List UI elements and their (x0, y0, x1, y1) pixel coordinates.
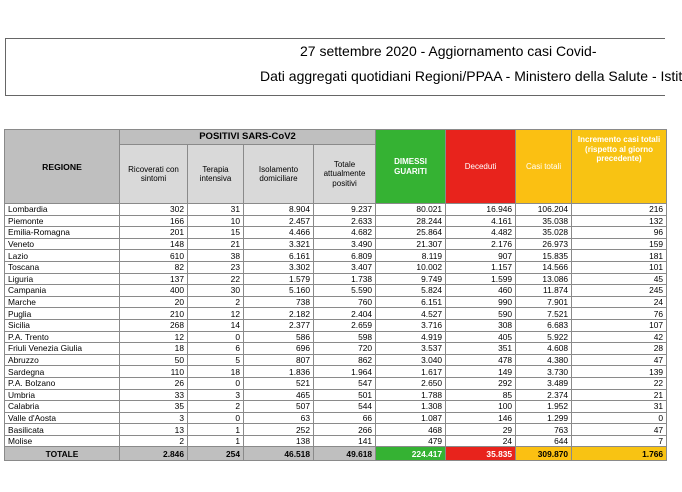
value-cell: 3.730 (516, 366, 572, 378)
value-cell: 1.599 (446, 273, 516, 285)
value-cell: 47 (572, 424, 667, 436)
value-cell: 42 (572, 331, 667, 343)
column-header-dimessi: DIMESSI GUARITI (376, 130, 446, 204)
region-name-cell: Lombardia (5, 204, 120, 216)
table-row (5, 227, 667, 239)
value-cell: 990 (446, 296, 516, 308)
value-cell: 3.489 (516, 377, 572, 389)
value-cell: 590 (446, 308, 516, 320)
column-header-terapia: Terapia intensiva (188, 145, 244, 204)
value-cell: 1 (188, 435, 244, 447)
value-cell: 24 (446, 435, 516, 447)
value-cell: 2 (188, 401, 244, 413)
value-cell: 110 (120, 366, 188, 378)
value-cell: 302 (120, 204, 188, 216)
total-label-cell: TOTALE (5, 447, 120, 461)
value-cell: 544 (314, 401, 376, 413)
value-cell: 3.040 (376, 354, 446, 366)
value-cell: 31 (188, 204, 244, 216)
value-cell: 13.086 (516, 273, 572, 285)
value-cell: 400 (120, 285, 188, 297)
value-cell: 6 (188, 343, 244, 355)
value-cell: 8.119 (376, 250, 446, 262)
value-cell: 2.659 (314, 319, 376, 331)
value-cell: 4.682 (314, 227, 376, 239)
value-cell: 507 (244, 401, 314, 413)
value-cell: 76 (572, 308, 667, 320)
value-cell: 760 (314, 296, 376, 308)
table-row (5, 435, 667, 447)
value-cell: 7.521 (516, 308, 572, 320)
total-value-cell: 224.417 (376, 447, 446, 461)
table-row (5, 296, 667, 308)
value-cell: 4.161 (446, 215, 516, 227)
value-cell: 4.608 (516, 343, 572, 355)
value-cell: 0 (188, 377, 244, 389)
value-cell: 63 (244, 412, 314, 424)
value-cell: 0 (188, 412, 244, 424)
table-row (5, 250, 667, 262)
value-cell: 521 (244, 377, 314, 389)
value-cell: 2.404 (314, 308, 376, 320)
value-cell: 159 (572, 238, 667, 250)
table-row (5, 215, 667, 227)
covid-cases-table (4, 129, 667, 461)
region-name-cell: Sardegna (5, 366, 120, 378)
value-cell: 3.407 (314, 261, 376, 273)
total-value-cell: 254 (188, 447, 244, 461)
value-cell: 807 (244, 354, 314, 366)
value-cell: 1.299 (516, 412, 572, 424)
value-cell: 1 (188, 424, 244, 436)
value-cell: 266 (314, 424, 376, 436)
value-cell: 5.922 (516, 331, 572, 343)
value-cell: 3 (120, 412, 188, 424)
value-cell: 149 (446, 366, 516, 378)
column-header-isolamento: Isolamento domiciliare (244, 145, 314, 204)
value-cell: 138 (244, 435, 314, 447)
value-cell: 181 (572, 250, 667, 262)
value-cell: 101 (572, 261, 667, 273)
value-cell: 18 (120, 343, 188, 355)
value-cell: 96 (572, 227, 667, 239)
value-cell: 45 (572, 273, 667, 285)
value-cell: 1.836 (244, 366, 314, 378)
value-cell: 12 (188, 308, 244, 320)
value-cell: 468 (376, 424, 446, 436)
value-cell: 547 (314, 377, 376, 389)
region-name-cell: P.A. Trento (5, 331, 120, 343)
table-row (5, 204, 667, 216)
value-cell: 80.021 (376, 204, 446, 216)
value-cell: 2.650 (376, 377, 446, 389)
value-cell: 10 (188, 215, 244, 227)
value-cell: 5.590 (314, 285, 376, 297)
table-row (5, 354, 667, 366)
column-header-deceduti: Deceduti (446, 130, 516, 204)
region-name-cell: Friuli Venezia Giulia (5, 343, 120, 355)
value-cell: 1.788 (376, 389, 446, 401)
value-cell: 9.749 (376, 273, 446, 285)
region-name-cell: Molise (5, 435, 120, 447)
value-cell: 3.716 (376, 319, 446, 331)
table-header-row-1 (5, 130, 667, 145)
value-cell: 21.307 (376, 238, 446, 250)
value-cell: 4.919 (376, 331, 446, 343)
value-cell: 30 (188, 285, 244, 297)
region-name-cell: P.A. Bolzano (5, 377, 120, 389)
value-cell: 0 (188, 331, 244, 343)
value-cell: 2 (188, 296, 244, 308)
value-cell: 245 (572, 285, 667, 297)
value-cell: 586 (244, 331, 314, 343)
value-cell: 292 (446, 377, 516, 389)
table-row (5, 308, 667, 320)
value-cell: 3.321 (244, 238, 314, 250)
value-cell: 28 (572, 343, 667, 355)
value-cell: 15.835 (516, 250, 572, 262)
region-name-cell: Sicilia (5, 319, 120, 331)
value-cell: 644 (516, 435, 572, 447)
value-cell: 106.204 (516, 204, 572, 216)
value-cell: 7 (572, 435, 667, 447)
table-row (5, 285, 667, 297)
region-name-cell: Piemonte (5, 215, 120, 227)
total-value-cell: 46.518 (244, 447, 314, 461)
region-name-cell: Emilia-Romagna (5, 227, 120, 239)
value-cell: 1.579 (244, 273, 314, 285)
report-title: 27 settembre 2020 - Aggiornamento casi Covid- (300, 43, 597, 59)
value-cell: 21 (188, 238, 244, 250)
value-cell: 5 (188, 354, 244, 366)
value-cell: 47 (572, 354, 667, 366)
value-cell: 460 (446, 285, 516, 297)
value-cell: 23 (188, 261, 244, 273)
value-cell: 3.302 (244, 261, 314, 273)
value-cell: 598 (314, 331, 376, 343)
table-row (5, 273, 667, 285)
table-row (5, 331, 667, 343)
value-cell: 405 (446, 331, 516, 343)
value-cell: 85 (446, 389, 516, 401)
value-cell: 141 (314, 435, 376, 447)
value-cell: 12 (120, 331, 188, 343)
value-cell: 201 (120, 227, 188, 239)
region-name-cell: Valle d'Aosta (5, 412, 120, 424)
value-cell: 2.374 (516, 389, 572, 401)
total-value-cell: 2.846 (120, 447, 188, 461)
value-cell: 28.244 (376, 215, 446, 227)
column-header-ricoverati: Ricoverati con sintomi (120, 145, 188, 204)
value-cell: 1.157 (446, 261, 516, 273)
value-cell: 501 (314, 389, 376, 401)
value-cell: 15 (188, 227, 244, 239)
value-cell: 1.964 (314, 366, 376, 378)
value-cell: 14 (188, 319, 244, 331)
value-cell: 5.160 (244, 285, 314, 297)
column-header-casi-totali: Casi totali (516, 130, 572, 204)
table-row (5, 366, 667, 378)
region-name-cell: Marche (5, 296, 120, 308)
column-header-totale-positivi: Totale attualmente positivi (314, 145, 376, 204)
value-cell: 2.182 (244, 308, 314, 320)
value-cell: 6.809 (314, 250, 376, 262)
value-cell: 2.377 (244, 319, 314, 331)
value-cell: 25.864 (376, 227, 446, 239)
table-row (5, 412, 667, 424)
value-cell: 139 (572, 366, 667, 378)
value-cell: 38 (188, 250, 244, 262)
value-cell: 3.537 (376, 343, 446, 355)
value-cell: 8.904 (244, 204, 314, 216)
value-cell: 478 (446, 354, 516, 366)
value-cell: 2.633 (314, 215, 376, 227)
total-row (5, 447, 667, 461)
value-cell: 10.002 (376, 261, 446, 273)
value-cell: 862 (314, 354, 376, 366)
value-cell: 6.151 (376, 296, 446, 308)
value-cell: 11.874 (516, 285, 572, 297)
value-cell: 5.824 (376, 285, 446, 297)
value-cell: 465 (244, 389, 314, 401)
region-name-cell: Basilicata (5, 424, 120, 436)
region-name-cell: Liguria (5, 273, 120, 285)
value-cell: 907 (446, 250, 516, 262)
column-group-positivi: POSITIVI SARS-CoV2 (120, 130, 376, 145)
column-header-region: REGIONE (5, 130, 120, 204)
value-cell: 148 (120, 238, 188, 250)
table-row (5, 261, 667, 273)
value-cell: 35.028 (516, 227, 572, 239)
value-cell: 3.490 (314, 238, 376, 250)
table-row (5, 319, 667, 331)
region-name-cell: Campania (5, 285, 120, 297)
table-row (5, 343, 667, 355)
value-cell: 763 (516, 424, 572, 436)
region-name-cell: Calabria (5, 401, 120, 413)
value-cell: 82 (120, 261, 188, 273)
value-cell: 35 (120, 401, 188, 413)
total-value-cell: 309.870 (516, 447, 572, 461)
region-name-cell: Abruzzo (5, 354, 120, 366)
value-cell: 4.482 (446, 227, 516, 239)
value-cell: 21 (572, 389, 667, 401)
value-cell: 16.946 (446, 204, 516, 216)
total-value-cell: 1.766 (572, 447, 667, 461)
total-value-cell: 35.835 (446, 447, 516, 461)
value-cell: 18 (188, 366, 244, 378)
value-cell: 7.901 (516, 296, 572, 308)
value-cell: 351 (446, 343, 516, 355)
table-row (5, 377, 667, 389)
value-cell: 1.308 (376, 401, 446, 413)
value-cell: 252 (244, 424, 314, 436)
value-cell: 35.038 (516, 215, 572, 227)
value-cell: 610 (120, 250, 188, 262)
value-cell: 216 (572, 204, 667, 216)
value-cell: 1.617 (376, 366, 446, 378)
value-cell: 268 (120, 319, 188, 331)
value-cell: 210 (120, 308, 188, 320)
value-cell: 308 (446, 319, 516, 331)
region-name-cell: Puglia (5, 308, 120, 320)
value-cell: 6.161 (244, 250, 314, 262)
value-cell: 107 (572, 319, 667, 331)
value-cell: 146 (446, 412, 516, 424)
value-cell: 26.973 (516, 238, 572, 250)
value-cell: 1.738 (314, 273, 376, 285)
value-cell: 137 (120, 273, 188, 285)
value-cell: 1.952 (516, 401, 572, 413)
value-cell: 9.237 (314, 204, 376, 216)
value-cell: 22 (188, 273, 244, 285)
value-cell: 24 (572, 296, 667, 308)
value-cell: 4.466 (244, 227, 314, 239)
value-cell: 33 (120, 389, 188, 401)
table-row (5, 401, 667, 413)
value-cell: 100 (446, 401, 516, 413)
table-body (5, 204, 667, 461)
table-row (5, 389, 667, 401)
value-cell: 2.457 (244, 215, 314, 227)
value-cell: 31 (572, 401, 667, 413)
column-header-incremento: Incremento casi totali (rispetto al giorno precedente) (572, 130, 667, 204)
value-cell: 66 (314, 412, 376, 424)
value-cell: 479 (376, 435, 446, 447)
value-cell: 50 (120, 354, 188, 366)
value-cell: 2.176 (446, 238, 516, 250)
value-cell: 2 (120, 435, 188, 447)
value-cell: 166 (120, 215, 188, 227)
value-cell: 13 (120, 424, 188, 436)
table-row (5, 238, 667, 250)
table-row (5, 424, 667, 436)
value-cell: 1.087 (376, 412, 446, 424)
value-cell: 738 (244, 296, 314, 308)
value-cell: 0 (572, 412, 667, 424)
value-cell: 20 (120, 296, 188, 308)
region-name-cell: Umbria (5, 389, 120, 401)
value-cell: 720 (314, 343, 376, 355)
value-cell: 26 (120, 377, 188, 389)
region-name-cell: Lazio (5, 250, 120, 262)
value-cell: 4.527 (376, 308, 446, 320)
value-cell: 29 (446, 424, 516, 436)
region-name-cell: Toscana (5, 261, 120, 273)
value-cell: 132 (572, 215, 667, 227)
value-cell: 3 (188, 389, 244, 401)
value-cell: 22 (572, 377, 667, 389)
value-cell: 4.380 (516, 354, 572, 366)
value-cell: 14.566 (516, 261, 572, 273)
region-name-cell: Veneto (5, 238, 120, 250)
report-subtitle: Dati aggregati quotidiani Regioni/PPAA - Ministero della Salute - Istit (260, 68, 682, 84)
total-value-cell: 49.618 (314, 447, 376, 461)
value-cell: 696 (244, 343, 314, 355)
value-cell: 6.683 (516, 319, 572, 331)
